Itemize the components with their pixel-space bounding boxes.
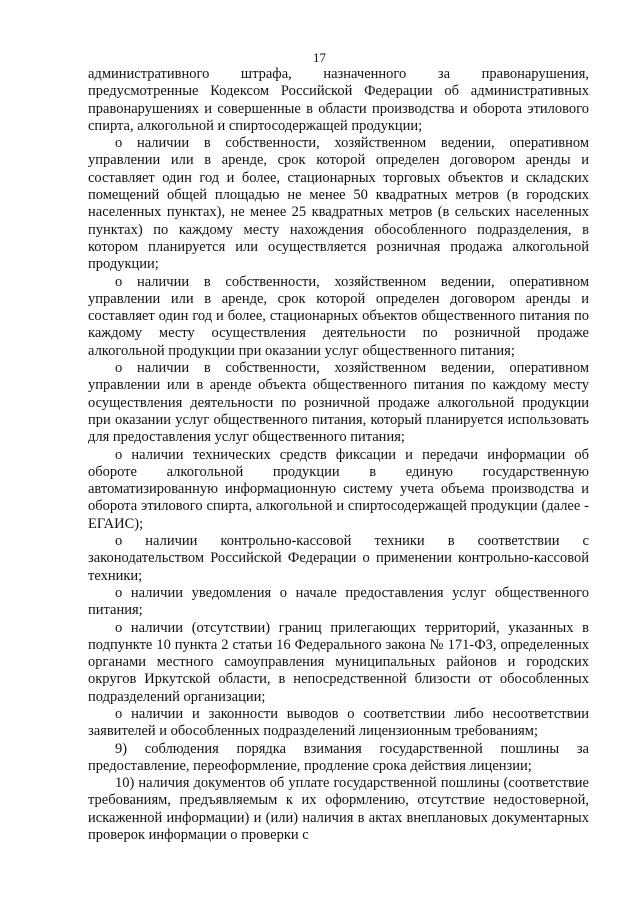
paragraph-catering-notice: о наличии уведомления о начале предоставления услуг общественного питания; [88, 584, 589, 619]
paragraph-item-9: 9) соблюдения порядка взимания государственной пошлины за предоставление, переоформление, продление срока действия лицензии; [88, 740, 589, 774]
document-body [88, 66, 589, 844]
paragraph-item-10: 10) наличия документов об уплате государственной пошлины (соответствие требованиям, предъявляемым к их оформлению, отсутствие недостоверной, искаженной информации) и (или) наличия в актах внеплановых документарных проверок информации о проверки с [88, 775, 589, 844]
paragraph-catering-object: о наличии в собственности, хозяйственном ведении, оперативном управлении или в аренде объекта общественного питания по каждому месту осуществления деятельности по розничной продаже алкогольной продукции при оказании услуг общественного питания, который планируется использовать для предоставления услуг общественного питания; [88, 360, 589, 446]
paragraph-adjacent-territories: о наличии (отсутствии) границ прилегающих территорий, указанных в подпункте 10 пункта 2 статьи 16 Федерального закона № 171-ФЗ, определенных органами местного самоуправления муниципальных районов и городских округов Иркутской области, в непосредственной близости от обособленных подразделений организации; [88, 619, 589, 705]
paragraph-cash-register: о наличии контрольно-кассовой техники в соответствии с законодательством Российской Федерации о применении контрольно-кассовой техники; [88, 533, 589, 584]
paragraph-conclusions: о наличии и законности выводов о соответствии либо несоответствии заявителей и обособленных подразделений лицензионным требованиям; [88, 705, 589, 740]
page-number: 17 [313, 50, 326, 65]
paragraph-retail-premises: о наличии в собственности, хозяйственном ведении, оперативном управлении или в аренде, срок которой определен договором аренды и составляет один год и более, стационарных торговых объектов и складских помещений общей площадью не менее 50 квадратных метров (в городских населенных пунктах), не менее 25 квадратных метров (в сельских населенных пунктах) по каждому месту нахождения обособленного подразделения, в котором планируется или осуществляется розничная продажа алкогольной продукции; [88, 135, 589, 273]
paragraph-continuation: административного штрафа, назначенного за правонарушения, предусмотренные Кодексом Российской Федерации об административных правонарушениях и совершенные в области производства и оборота этилового спирта, алкогольной и спиртосодержащей продукции; [88, 66, 589, 134]
paragraph-egais: о наличии технических средств фиксации и передачи информации об обороте алкогольной продукции в единую государственную автоматизированную информационную систему учета объема производства и оборота этилового спирта, алкогольной и спиртосодержащей продукции (далее - ЕГАИС); [88, 446, 589, 532]
paragraph-catering-lease: о наличии в собственности, хозяйственном ведении, оперативном управлении или в аренде, срок которой определен договором аренды и составляет один год и более, стационарных объектов общественного питания по каждому месту осуществления деятельности по розничной продаже алкогольной продукции при оказании услуг общественного питания; [88, 273, 589, 359]
